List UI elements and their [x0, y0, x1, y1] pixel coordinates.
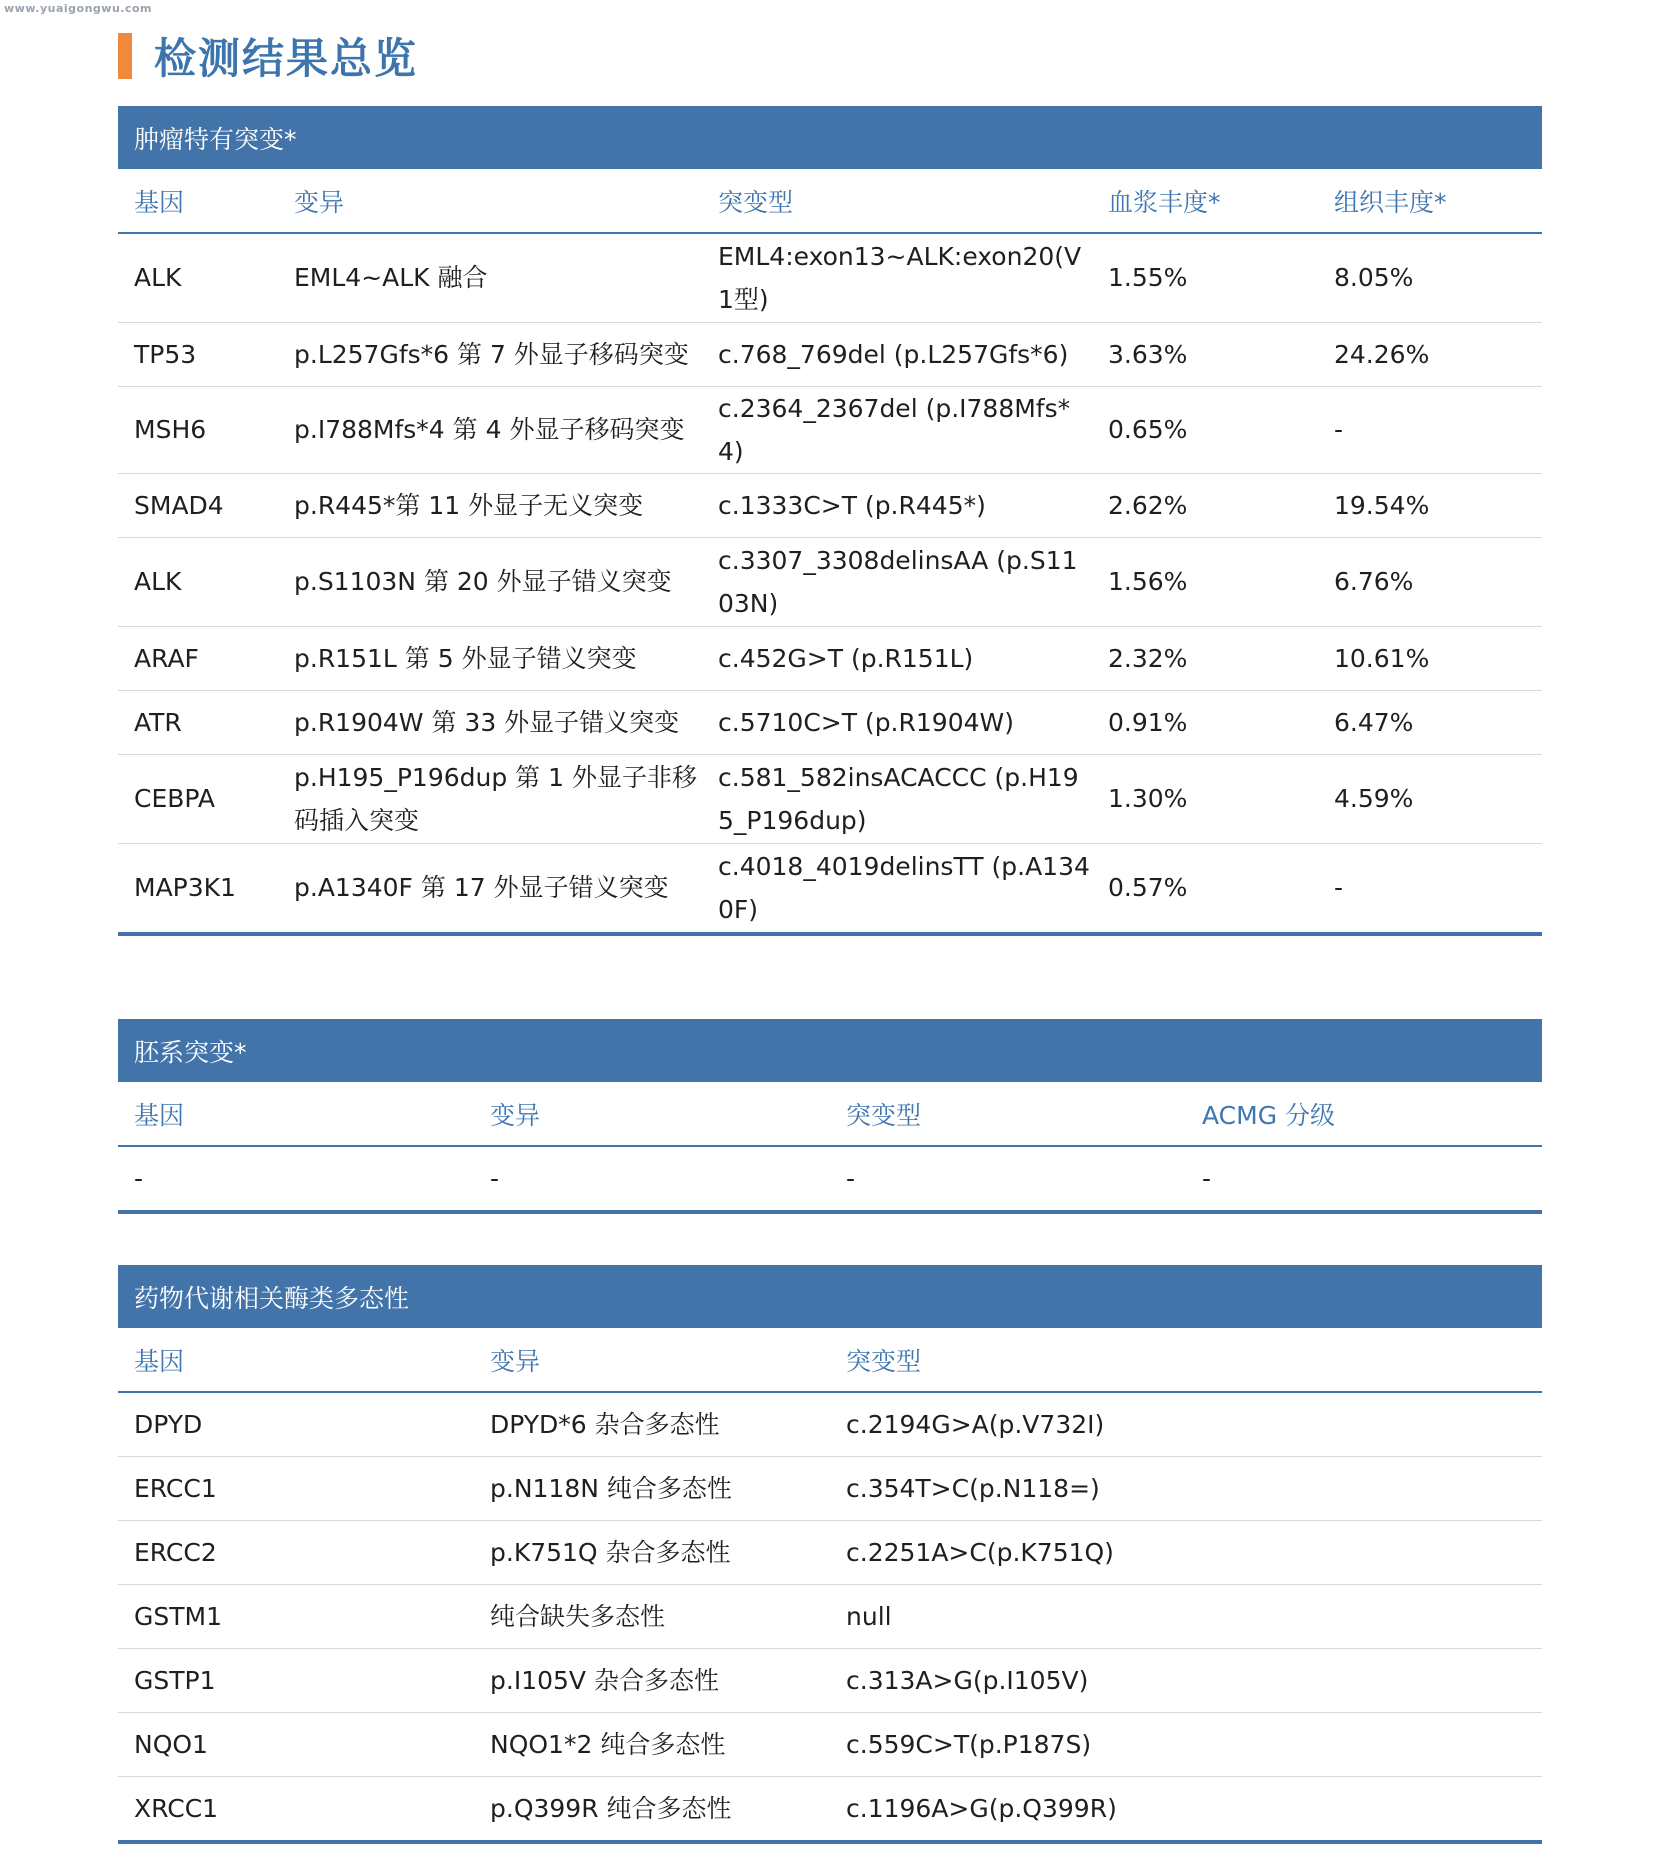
- cell-tissue-abundance: 10.61%: [1318, 626, 1542, 690]
- table-row: [118, 1648, 1542, 1712]
- table-header-row: [118, 1328, 1542, 1392]
- cell-variant: p.K751Q 杂合多态性: [474, 1520, 830, 1584]
- cell-variant: -: [490, 1164, 500, 1193]
- table-row: [118, 1146, 1542, 1210]
- cell-variant: p.I788Mfs*4 第 4 外显子移码突变: [278, 386, 702, 473]
- cell-gene: ERCC2: [118, 1520, 474, 1584]
- cell-variant: p.N118N 纯合多态性: [474, 1456, 830, 1520]
- table-row: [118, 1712, 1542, 1776]
- cell-variant: DPYD*6 杂合多态性: [474, 1392, 830, 1456]
- cell-mutation-type: c.768_769del (p.L257Gfs*6): [702, 322, 1092, 386]
- cell-gene: GSTP1: [118, 1648, 474, 1712]
- table-row: [118, 1520, 1542, 1584]
- cell-plasma-abundance: 0.65%: [1092, 386, 1318, 473]
- pgx-table: [118, 1328, 1542, 1840]
- germline-mutations-table: [118, 1082, 1542, 1210]
- tumor-mutations-table: [118, 169, 1542, 932]
- table-row: [118, 473, 1542, 537]
- table-row: [118, 690, 1542, 754]
- cell-plasma-abundance: 1.55%: [1092, 233, 1318, 322]
- col-header-variant: 变异: [474, 1328, 830, 1392]
- pgx-section-header: 药物代谢相关酶类多态性: [118, 1265, 1542, 1328]
- table-row: [118, 843, 1542, 932]
- cell-plasma-abundance: 0.91%: [1092, 690, 1318, 754]
- cell-acmg-grade: -: [1202, 1164, 1212, 1193]
- cell-variant: p.I105V 杂合多态性: [474, 1648, 830, 1712]
- cell-gene: MAP3K1: [134, 873, 236, 903]
- cell-tissue-abundance: 19.54%: [1318, 473, 1542, 537]
- cell-plasma-abundance: 2.62%: [1092, 473, 1318, 537]
- cell-plasma-abundance: 1.30%: [1092, 754, 1318, 843]
- col-header-tissue-abundance: 组织丰度*: [1318, 169, 1542, 233]
- cell-plasma-abundance: 0.57%: [1108, 873, 1188, 903]
- col-header-gene: 基因: [118, 169, 278, 233]
- tumor-section-header: 肿瘤特有突变*: [118, 106, 1542, 169]
- germline-mutations-section: [118, 1019, 1542, 1214]
- cell-variant: NQO1*2 纯合多态性: [474, 1712, 830, 1776]
- cell-gene: SMAD4: [118, 473, 278, 537]
- cell-mutation-type: c.2194G>A(p.V732I): [830, 1392, 1542, 1456]
- table-header-row: [118, 169, 1542, 233]
- cell-gene: MSH6: [118, 386, 278, 473]
- cell-plasma-abundance: 2.32%: [1092, 626, 1318, 690]
- cell-mutation-type: c.559C>T(p.P187S): [830, 1712, 1542, 1776]
- title-accent-bar: [118, 33, 132, 79]
- section-bottom-rule: [118, 932, 1542, 936]
- cell-variant: 纯合缺失多态性: [474, 1584, 830, 1648]
- cell-variant: p.A1340F 第 17 外显子错义突变: [294, 873, 669, 903]
- cell-gene: NQO1: [118, 1712, 474, 1776]
- cell-variant: p.L257Gfs*6 第 7 外显子移码突变: [278, 322, 702, 386]
- page-title-block: [118, 30, 418, 82]
- cell-variant: p.H195_P196dup 第 1 外显子非移码插入突变: [278, 754, 702, 843]
- col-header-gene: 基因: [118, 1328, 474, 1392]
- cell-mutation-type: c.1333C>T (p.R445*): [702, 473, 1092, 537]
- cell-tissue-abundance: -: [1334, 873, 1344, 903]
- cell-gene: DPYD: [118, 1392, 474, 1456]
- col-header-mutation-type: 突变型: [702, 169, 1092, 233]
- table-header-row: [118, 1082, 1542, 1146]
- col-header-mutation-type: 突变型: [830, 1328, 1542, 1392]
- cell-mutation-type: c.2364_2367del (p.I788Mfs*4): [702, 386, 1092, 473]
- cell-tissue-abundance: 24.26%: [1318, 322, 1542, 386]
- table-row: [118, 1776, 1542, 1840]
- col-header-plasma-abundance: 血浆丰度*: [1092, 169, 1318, 233]
- cell-gene: ALK: [118, 537, 278, 626]
- table-row: [118, 386, 1542, 473]
- cell-gene: -: [134, 1164, 144, 1193]
- cell-gene: ERCC1: [118, 1456, 474, 1520]
- cell-tissue-abundance: 8.05%: [1318, 233, 1542, 322]
- cell-tissue-abundance: 6.76%: [1318, 537, 1542, 626]
- table-row: [118, 1584, 1542, 1648]
- table-row: [118, 322, 1542, 386]
- cell-tissue-abundance: 6.47%: [1318, 690, 1542, 754]
- cell-gene: GSTM1: [118, 1584, 474, 1648]
- cell-mutation-type: c.4018_4019delinsTT (p.A1340F): [718, 851, 1090, 924]
- cell-gene: ARAF: [118, 626, 278, 690]
- cell-variant: p.S1103N 第 20 外显子错义突变: [278, 537, 702, 626]
- watermark-text: www.yuaigongwu.com: [4, 2, 153, 15]
- cell-plasma-abundance: 3.63%: [1092, 322, 1318, 386]
- cell-gene: ALK: [118, 233, 278, 322]
- cell-mutation-type: c.313A>G(p.I105V): [830, 1648, 1542, 1712]
- col-header-acmg-grade: ACMG 分级: [1186, 1082, 1542, 1146]
- cell-mutation-type: c.452G>T (p.R151L): [702, 626, 1092, 690]
- cell-gene: XRCC1: [134, 1793, 219, 1823]
- table-row: [118, 1456, 1542, 1520]
- cell-variant: p.R1904W 第 33 外显子错义突变: [278, 690, 702, 754]
- cell-gene: TP53: [118, 322, 278, 386]
- col-header-gene: 基因: [118, 1082, 474, 1146]
- col-header-variant: 变异: [474, 1082, 830, 1146]
- germline-section-header: 胚系突变*: [118, 1019, 1542, 1082]
- table-row: [118, 1392, 1542, 1456]
- section-bottom-rule: [118, 1210, 1542, 1214]
- cell-variant: EML4~ALK 融合: [278, 233, 702, 322]
- cell-tissue-abundance: -: [1318, 386, 1542, 473]
- table-row: [118, 626, 1542, 690]
- cell-mutation-type: c.2251A>C(p.K751Q): [830, 1520, 1542, 1584]
- cell-mutation-type: EML4:exon13~ALK:exon20(V1型): [702, 233, 1092, 322]
- cell-variant: p.Q399R 纯合多态性: [490, 1793, 732, 1823]
- pgx-section: [118, 1265, 1542, 1844]
- section-bottom-rule: [118, 1840, 1542, 1844]
- cell-mutation-type: c.3307_3308delinsAA (p.S1103N): [702, 537, 1092, 626]
- tumor-mutations-section: [118, 106, 1542, 936]
- cell-mutation-type: c.5710C>T (p.R1904W): [702, 690, 1092, 754]
- cell-mutation-type: c.1196A>G(p.Q399R): [846, 1793, 1117, 1823]
- table-row: [118, 537, 1542, 626]
- col-header-mutation-type: 突变型: [830, 1082, 1186, 1146]
- table-row: [118, 233, 1542, 322]
- cell-mutation-type: c.581_582insACACCC (p.H195_P196dup): [702, 754, 1092, 843]
- cell-mutation-type: -: [846, 1164, 856, 1193]
- cell-mutation-type: null: [830, 1584, 1542, 1648]
- cell-variant: p.R445*第 11 外显子无义突变: [278, 473, 702, 537]
- cell-plasma-abundance: 1.56%: [1092, 537, 1318, 626]
- cell-gene: ATR: [118, 690, 278, 754]
- col-header-variant: 变异: [278, 169, 702, 233]
- cell-tissue-abundance: 4.59%: [1318, 754, 1542, 843]
- table-row: [118, 754, 1542, 843]
- cell-gene: CEBPA: [118, 754, 278, 843]
- cell-variant: p.R151L 第 5 外显子错义突变: [278, 626, 702, 690]
- cell-mutation-type: c.354T>C(p.N118=): [830, 1456, 1542, 1520]
- page-title: 检测结果总览: [154, 34, 419, 83]
